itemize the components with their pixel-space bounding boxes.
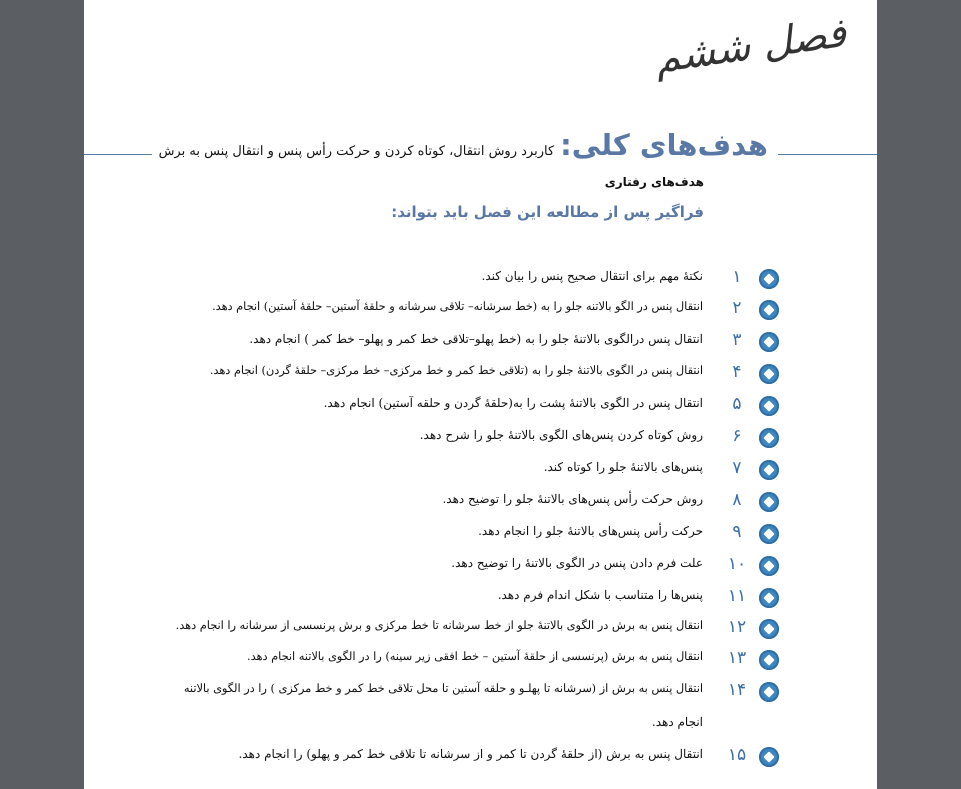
bullet-icon bbox=[759, 588, 779, 608]
learner-subheading: فراگیر پس از مطالعه این فصل باید بتواند: bbox=[391, 203, 704, 221]
objective-text: انتقال پنس در الگو بالاتنه جلو را به (خط سرشانه– تلاقی سرشانه و حلقهٔ آستین– حلقهٔ آستین) انجام دهد. bbox=[212, 300, 703, 313]
objective-text: انتقال پنس به برش (از حلقهٔ گردن تا کمر و از سرشانه تا تلاقی خط کمر و پهلو) را انجام دهد. bbox=[238, 747, 703, 761]
general-goals bbox=[159, 128, 768, 162]
bullet-icon bbox=[759, 524, 779, 544]
bullet-icon bbox=[759, 619, 779, 639]
bullet-icon bbox=[759, 332, 779, 352]
objective-text: روش کوتاه کردن پنس‌های الگوی بالاتنهٔ جلو را شرح دهد. bbox=[419, 428, 703, 442]
objective-number: ۹ bbox=[732, 522, 742, 542]
bullet-icon bbox=[759, 460, 779, 480]
bullet-icon bbox=[759, 300, 779, 320]
heading-rule-right bbox=[778, 154, 877, 155]
chapter-title: فصل ششم bbox=[652, 10, 850, 83]
bullet-icon bbox=[759, 682, 779, 702]
objective-item bbox=[0, 648, 961, 674]
objective-number: ۸ bbox=[732, 490, 742, 510]
objective-item bbox=[0, 617, 961, 643]
objective-item bbox=[0, 362, 961, 388]
objective-number: ۱ bbox=[732, 267, 742, 287]
objective-text: پنس‌های بالاتنهٔ جلو را کوتاه کند. bbox=[543, 460, 703, 474]
objective-item bbox=[0, 458, 961, 484]
objective-number: ۳ bbox=[732, 330, 742, 350]
bullet-icon bbox=[759, 364, 779, 384]
objective-item bbox=[0, 490, 961, 516]
objective-text: پنس‌ها را متناسب با شکل اندام فرم دهد. bbox=[497, 588, 703, 602]
objective-item bbox=[0, 394, 961, 420]
objective-item bbox=[0, 554, 961, 580]
objective-text: نکتهٔ مهم برای انتقال صحیح پنس را بیان کند. bbox=[481, 269, 703, 283]
objective-number: ۶ bbox=[732, 426, 742, 446]
objective-number: ۷ bbox=[732, 458, 742, 478]
bullet-icon bbox=[759, 428, 779, 448]
objective-text: انتقال پنس در الگوی بالاتنهٔ پشت را به(حلقهٔ گردن و حلقه آستین) انجام دهد. bbox=[323, 396, 703, 410]
objective-text: انتقال پنس در الگوی بالاتنهٔ جلو را به (تلاقی خط کمر و خط مرکزی– خط مرکزی– حلقهٔ گردن) انجام دهد. bbox=[209, 364, 703, 377]
bullet-icon bbox=[759, 269, 779, 289]
objective-text-continued: انجام دهد. bbox=[651, 715, 703, 729]
objective-text: علت فرم دادن پنس در الگوی بالاتنهٔ را توضیح دهد. bbox=[451, 556, 703, 570]
objective-text: انتقال پنس به برش در الگوی بالاتنهٔ جلو از خط سرشانه تا خط مرکزی و برش پرنسسی از سرشانه را انجام دهد. bbox=[175, 619, 703, 632]
objective-item bbox=[0, 745, 961, 771]
objective-number: ۱۰ bbox=[727, 554, 747, 574]
objective-item bbox=[0, 680, 961, 740]
general-goals-heading: هدف‌های کلی: bbox=[560, 128, 768, 162]
objective-number: ۱۳ bbox=[727, 648, 747, 668]
objective-number: ۱۵ bbox=[727, 745, 747, 765]
bullet-icon bbox=[759, 396, 779, 416]
objective-item bbox=[0, 267, 961, 293]
objective-number: ۲ bbox=[732, 298, 742, 318]
objective-text: انتقال پنس درالگوی بالاتنهٔ جلو را به (خط پهلو–تلاقی خط کمر و پهلو– خط کمر ) انجام دهد. bbox=[249, 332, 703, 346]
bullet-icon bbox=[759, 650, 779, 670]
objective-item bbox=[0, 522, 961, 548]
objective-item bbox=[0, 586, 961, 612]
objective-text: انتقال پنس به برش از (سرشانه تا پهلـو و حلقه آستین تا محل تلاقی خط کمر و خط مرکزی ) را در الگوی بالاتنه bbox=[183, 682, 703, 695]
heading-rule-left bbox=[84, 154, 152, 155]
objective-item bbox=[0, 426, 961, 452]
objective-item bbox=[0, 330, 961, 356]
objective-number: ۱۴ bbox=[727, 680, 747, 700]
objective-text: حرکت رأس پنس‌های بالاتنهٔ جلو را انجام دهد. bbox=[478, 524, 703, 538]
objective-text: روش حرکت رأس پنس‌های بالاتنهٔ جلو را توضیح دهد. bbox=[442, 492, 703, 506]
objective-text: انتقال پنس به برش (پرنسسی از حلقهٔ آستین – خط افقی زیر سینه) را در الگوی بالاتنه انجام دهد. bbox=[247, 650, 703, 663]
behavioral-goals-heading: هدف‌های رفتاری bbox=[604, 175, 704, 189]
general-goals-text: کاربرد روش انتقال، کوتاه کردن و حرکت رأس پنس و انتقال پنس به برش bbox=[158, 144, 555, 159]
objective-number: ۱۱ bbox=[727, 586, 747, 606]
objective-item bbox=[0, 298, 961, 324]
bullet-icon bbox=[759, 556, 779, 576]
bullet-icon bbox=[759, 492, 779, 512]
objective-number: ۱۲ bbox=[727, 617, 747, 637]
bullet-icon bbox=[759, 747, 779, 767]
objective-number: ۵ bbox=[732, 394, 742, 414]
objective-number: ۴ bbox=[732, 362, 742, 382]
